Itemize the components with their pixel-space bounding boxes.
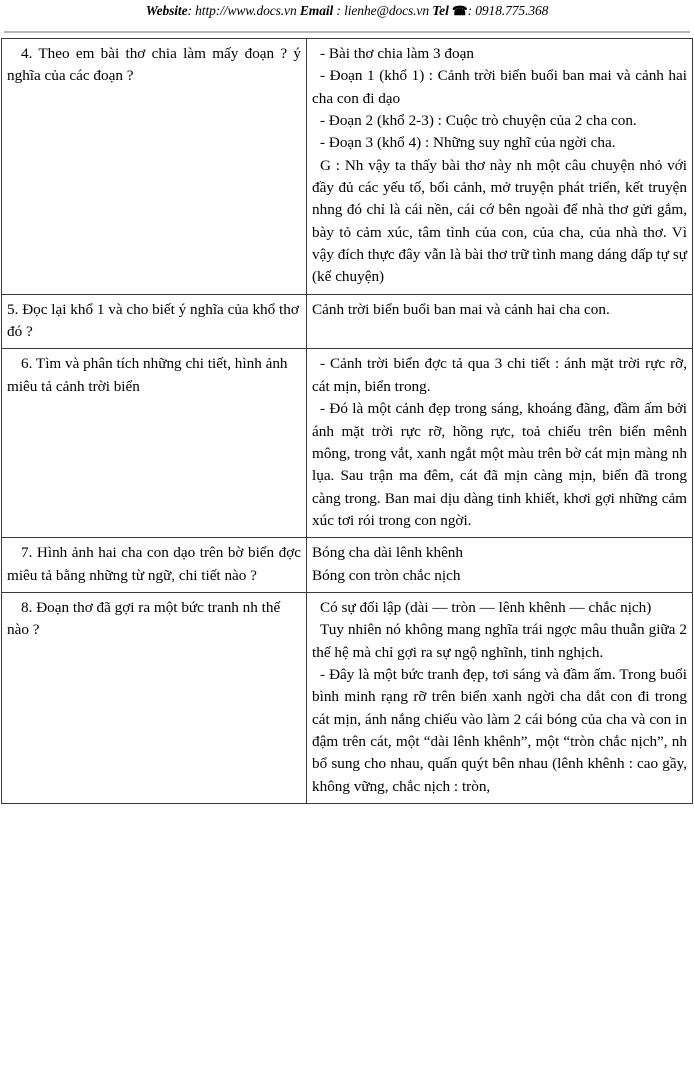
tel-separator: : bbox=[467, 3, 476, 18]
email-separator: : bbox=[333, 3, 345, 18]
question-cell bbox=[2, 39, 307, 295]
answer-line: - Đoạn 2 (khổ 2-3) : Cuộc trò chuyện của 2 cha con. bbox=[320, 112, 637, 130]
question-text: 7. Hình ảnh hai cha con dạo trên bờ biển đợc miêu tả bằng những từ ngữ, chi tiết nào ? bbox=[7, 544, 301, 584]
page-header bbox=[0, 0, 694, 30]
website-separator: : bbox=[187, 3, 196, 18]
tel-label: Tel bbox=[432, 3, 449, 18]
table-row bbox=[2, 39, 693, 295]
answer-cell bbox=[307, 294, 693, 349]
table-row bbox=[2, 592, 693, 803]
question-text: 4. Theo em bài thơ chia làm mấy đoạn ? ý nghĩa của các đoạn ? bbox=[7, 45, 301, 85]
question-cell bbox=[2, 538, 307, 593]
question-text: 6. Tìm và phân tích những chi tiết, hình ảnh miêu tả cảnh trời biển bbox=[7, 355, 288, 395]
answer-line: Cảnh trời biển buổi ban mai và cảnh hai cha con. bbox=[312, 300, 610, 318]
answer-cell bbox=[307, 39, 693, 295]
answer-cell bbox=[307, 592, 693, 803]
answer-line: - Đây là một bức tranh đẹp, tơi sáng và đầm ấm. Trong buổi bình minh rạng rỡ trên biển xanh ngời cha dắt con đi trong cát mịn, ánh nắng chiếu vào làm 2 cái bóng của cha và con in đậm trên cát, một “dài lênh khênh”, một “tròn chắc nịch”, nh bổ sung cho nhau, quấn quýt bên nhau (lênh khênh : cao gầy, không vững, chắc nịch : tròn, bbox=[312, 665, 687, 795]
table-row bbox=[2, 294, 693, 349]
question-text: 8. Đoạn thơ đã gợi ra một bức tranh nh thế nào ? bbox=[7, 598, 281, 639]
answer-note: G : Nh vậy ta thấy bài thơ này nh một câu chuyện nhỏ với đầy đủ các yếu tố, bối cảnh, mở truyện phát triển, kết truyện nhng đó chỉ là cái nền, cái cớ bên ngoài để nhà thơ gửi gắm, bày tỏ cảm xúc, tâm tình của con, của cha, của nhà thơ. Vì vậy đích thực đây vẫn là bài thơ trữ tình mang dáng dấp tự sự (kể chuyện) bbox=[312, 156, 687, 286]
answer-line: - Cảnh trời biển đợc tả qua 3 chi tiết : ánh mặt trời rực rỡ, cát mịn, biển trong. bbox=[312, 355, 687, 395]
email-address: lienhe@docs.vn bbox=[344, 3, 429, 18]
answer-cell bbox=[307, 538, 693, 593]
answer-line: - Đoạn 1 (khổ 1) : Cảnh trời biển buổi ban mai và cảnh hai cha con đi dạo bbox=[312, 67, 687, 107]
answer-line: Bóng cha dài lênh khênh bbox=[312, 544, 463, 562]
question-cell bbox=[2, 349, 307, 538]
answer-line: - Bài thơ chia làm 3 đoạn bbox=[320, 45, 474, 62]
content-table bbox=[1, 38, 693, 804]
answer-line: Tuy nhiên nó không mang nghĩa trái ngợc mâu thuẫn giữa 2 thế hệ mà chỉ gợi ra sự ngộ nghĩnh, tinh nghịch. bbox=[312, 621, 687, 661]
phone-icon: ☎ bbox=[452, 4, 468, 18]
question-text: 5. Đọc lại khổ 1 và cho biết ý nghĩa của khổ thơ đó ? bbox=[7, 300, 299, 341]
answer-line: - Đoạn 3 (khổ 4) : Những suy nghĩ của ngời cha. bbox=[320, 134, 616, 152]
table-row bbox=[2, 538, 693, 593]
answer-cell bbox=[307, 349, 693, 538]
answer-line: Bóng con tròn chắc nịch bbox=[312, 566, 461, 584]
table-row bbox=[2, 349, 693, 538]
tel-number: 0918.775.368 bbox=[475, 3, 549, 18]
question-cell bbox=[2, 294, 307, 349]
email-label: Email bbox=[299, 3, 334, 18]
website-label: Website bbox=[145, 3, 188, 18]
question-cell bbox=[2, 592, 307, 803]
header-divider bbox=[4, 31, 690, 33]
answer-line: - Đó là một cảnh đẹp trong sáng, khoáng đãng, đầm ấm bởi ánh mặt trời rực rỡ, hồng rực, toả chiếu trên biển mênh mông, trong vắt, xanh ngắt một màu trên bờ cát mịn màng nh lụa. Sau trận ma đêm, cát đã mịn càng mịn, biển đã trong càng trong. Ban mai dịu dàng tinh khiết, khơi gợi những cảm xúc tơi rói trong con ngời. bbox=[312, 400, 687, 529]
answer-line: Có sự đối lập (dài — tròn — lênh khênh — chắc nịch) bbox=[320, 598, 652, 616]
website-url: http://www.docs.vn bbox=[195, 3, 297, 18]
